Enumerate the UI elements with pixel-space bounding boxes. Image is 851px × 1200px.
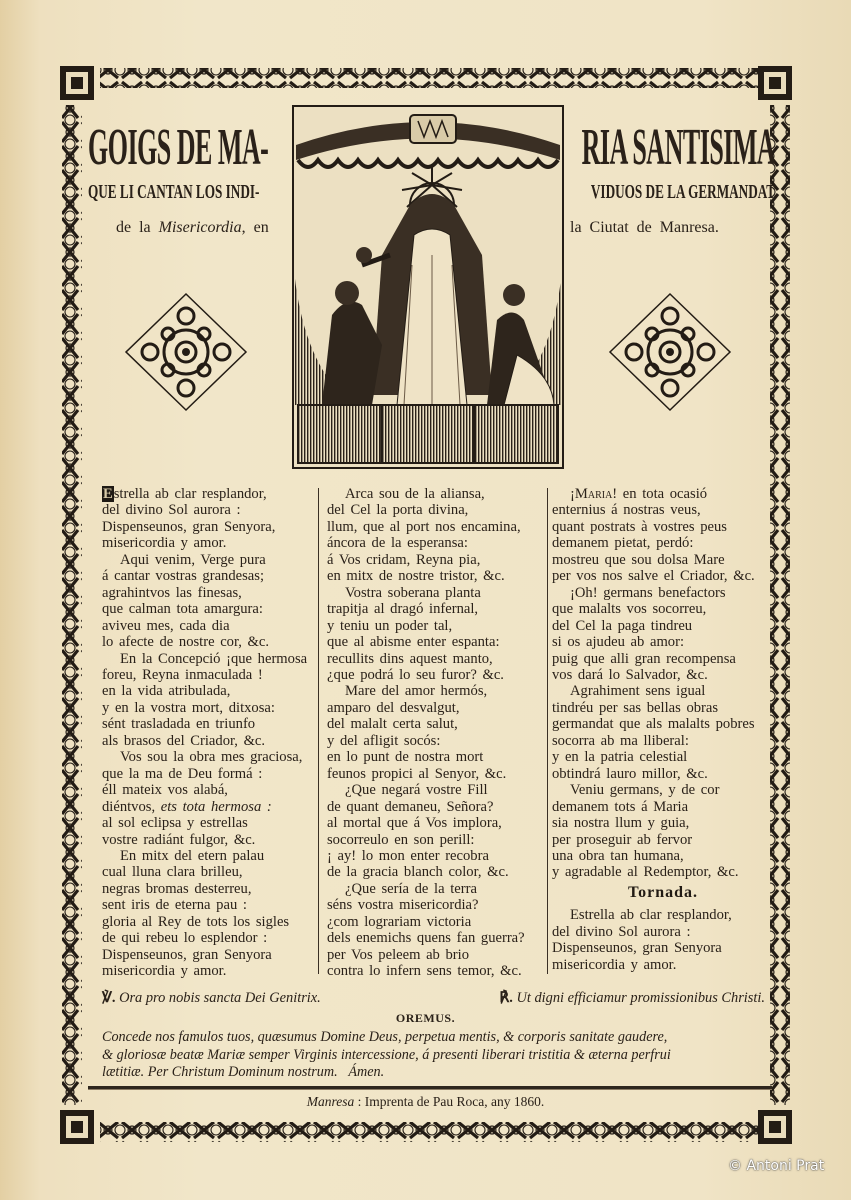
verse-line: áncora de la esperansa:: [327, 535, 468, 552]
stanza: [552, 585, 774, 684]
verse-segment: ! en tota ocasió: [612, 486, 708, 502]
imprint-text: : Imprenta de Pau Roca, any 1860.: [357, 1094, 545, 1109]
verse-line: obtindrá lauro millor, &c.: [552, 765, 708, 782]
verse-line: agrahintvos las finesas,: [102, 584, 242, 601]
verse-line: lo afecte de nostre cor, &c.: [102, 634, 270, 651]
verse-line: Veniu germans, y de cor: [570, 782, 720, 799]
verse-line: que al abisme enter espanta:: [327, 634, 500, 651]
stanza: [552, 683, 774, 782]
verse-line: mostreu que sou dolsa Mare: [552, 551, 725, 568]
verse-line: En la Concepció ¡que hermosa: [120, 650, 308, 667]
verse-line: vos dará lo Salvador, &c.: [552, 666, 708, 683]
verse-line: negras bromas desterreu,: [102, 880, 252, 897]
verse-line: tindréu per sas bellas obras: [552, 699, 719, 716]
oremus-prayer: [102, 1029, 671, 1082]
verse-line: per proseguir ab fervor: [552, 831, 693, 848]
location-prefix: de la: [116, 219, 151, 236]
verse-line: per vos nos salve el Criador, &c.: [552, 568, 755, 585]
verse-line: Vos sou la obra mes graciosa,: [120, 749, 303, 766]
verse-line: als brasos del Criador, &c.: [102, 732, 266, 749]
verse-line: socorreulo en son perill:: [327, 831, 475, 848]
stanza: [102, 486, 307, 552]
verse-line: Dispenseunos, gran Senyora: [552, 940, 722, 957]
verse-segment: ets tota hermosa :: [160, 798, 272, 815]
imprint-rule: [88, 1086, 772, 1090]
verse-text: strella ab clar resplandor,: [113, 486, 267, 502]
verse-line: una obra tan humana,: [552, 847, 684, 864]
verse-line: aviveu mes, cada dia: [102, 617, 230, 634]
verse-line: Estrella ab clar resplandor,: [570, 907, 732, 924]
response-text: Ut digni efficiamur promissionibus Christi.: [516, 990, 765, 1006]
verse-line: trapitja al dragó infernal,: [327, 601, 479, 618]
stanza: [102, 749, 307, 848]
verse-line: del divino Sol aurora :: [552, 923, 691, 940]
verse-line: Dispenseunos, gran Senyora,: [102, 518, 276, 535]
verse-line: ¿Que sería de la terra: [345, 880, 477, 897]
verse-line: misericordia y amor.: [102, 963, 227, 980]
verse-line: amparo del desvalgut,: [327, 699, 460, 716]
verse-line: del Cel la paga tindreu: [552, 617, 693, 634]
verse-line: llum, que al port nos encamina,: [327, 518, 521, 535]
verse-line: si os ajudeu ab amor:: [552, 634, 685, 651]
imprint-place: Manresa: [306, 1094, 355, 1109]
verse-line: demanem pietat, perdó:: [552, 535, 694, 552]
verse-line: Aqui venim, Verge pura: [120, 551, 266, 568]
subtitle-left: QUE LI CANTAN LOS INDI-: [88, 181, 260, 203]
versicle: [102, 990, 321, 1007]
verse-segment: ¡: [570, 486, 575, 502]
verse-line: Vostra soberana planta: [345, 584, 481, 601]
verse-line: ¡ ay! lo mon enter recobra: [327, 847, 489, 864]
location-left: [116, 219, 269, 237]
location-italic: Misericordia: [158, 219, 242, 236]
verse-line: Arca sou de la aliansa,: [345, 486, 485, 502]
verse-line: en mitx de nostre tristor, &c.: [327, 568, 505, 585]
verse-line: sént trasladada en triunfo: [102, 716, 256, 733]
verse-line: del malalt certa salut,: [327, 716, 458, 733]
verse-line: y agradable al Redemptor, &c.: [552, 864, 739, 881]
verse-line: de qui rebeu lo esplendor :: [102, 930, 268, 947]
verse-line: recullits dins aquest manto,: [327, 650, 493, 667]
verse-line: quant postrats à vostres peus: [552, 518, 727, 535]
verse-line: demanem tots á Maria: [552, 798, 689, 815]
verse-line: [552, 486, 774, 502]
prayer-line: & gloriosæ beatæ Mariæ semper Virginis intercessione, á presenti liberari tristitia & æterna perfrui: [102, 1046, 671, 1063]
stanza: [102, 848, 307, 980]
verse-line: y en la patria celestial: [552, 749, 688, 766]
verse-line: en lo punt de nostra mort: [327, 749, 484, 766]
verse-line: á Vos cridam, Reyna pia,: [327, 551, 481, 568]
verse-line: dels enemichs quens fan guerra?: [327, 930, 525, 947]
verse-line: á cantar vostras grandesas;: [102, 568, 265, 585]
verse-line: éll mateix vos alabá,: [102, 782, 228, 799]
stanza: [102, 552, 307, 651]
tornada-stanza: [552, 907, 774, 973]
virgin-mary-woodcut: [292, 105, 564, 469]
verse-column-1: [102, 486, 307, 980]
verse-line: que malalts vos socorreu,: [552, 601, 707, 618]
verse-line: Dispenseunos, gran Senyora: [102, 946, 272, 963]
stanza: [327, 486, 525, 585]
verse-line: del divino Sol aurora :: [102, 502, 241, 519]
title-right: RIA SANTISIMA: [581, 119, 775, 176]
ornament-right-icon: [606, 290, 734, 414]
verse-line: puig que alli gran recompensa: [552, 650, 736, 667]
column-divider: [547, 488, 548, 974]
stanza: [552, 486, 774, 585]
drop-cap: E: [103, 486, 113, 502]
verse-line: ¿com lograriam victoria: [327, 913, 472, 930]
verse-line: enternius á nostras veus,: [552, 502, 701, 519]
response-symbol: ℟.: [499, 990, 513, 1006]
verse-line: [102, 799, 307, 815]
verse-line: en la vida atribulada,: [102, 683, 231, 700]
verse-line: del Cel la porta divina,: [327, 502, 469, 519]
verse-line: vostre radiánt fulgor, &c.: [102, 831, 256, 848]
verse-line: misericordia y amor.: [102, 535, 227, 552]
verse-line: socorra ab ma lliberal:: [552, 732, 689, 749]
verse-line: gloria al Rey de tots los sigles: [102, 913, 290, 930]
stanza: [102, 651, 307, 750]
verse-line: al sol eclipsa y estrellas: [102, 815, 248, 832]
verse-line: de quant demaneu, Señora?: [327, 798, 494, 815]
versicle-text: Ora pro nobis sancta Dei Genitrix.: [119, 990, 321, 1006]
oremus-heading: OREMUS.: [395, 1011, 456, 1025]
subtitle-right: VIDUOS DE LA GERMANDAT: [590, 181, 775, 203]
verse-line: ¿Que negará vostre Fill: [345, 782, 488, 799]
verse-line: séns vostra misericordia?: [327, 897, 479, 914]
verse-segment: Maria: [574, 486, 613, 502]
column-divider: [318, 488, 319, 974]
verse-line: Agrahiment sens igual: [570, 683, 706, 700]
verse-line: al mortal que á Vos implora,: [327, 815, 502, 832]
ornament-left-icon: [122, 290, 250, 414]
verse-line: germandat que als malalts pobres: [552, 716, 755, 733]
verse-line: y teniu un poder tal,: [327, 617, 453, 634]
verse-line: misericordia y amor.: [552, 956, 677, 973]
verse-line: que la ma de Deu formá :: [102, 765, 263, 782]
verse-column-3: [552, 486, 774, 973]
stanza: [327, 881, 525, 980]
tornada-heading: Tornada.: [627, 883, 699, 901]
location-suffix: , en: [241, 219, 269, 236]
verse-line: per Vos peleem ab brio: [327, 946, 470, 963]
verse-line: ¡Oh! germans benefactors: [570, 584, 726, 601]
copyright-watermark: © Antoni Prat: [728, 1158, 825, 1174]
verse-line: de la gracia blanch color, &c.: [327, 864, 509, 881]
verse-segment: diéntvos,: [102, 798, 161, 815]
verse-line: sent iris de eterna pau :: [102, 897, 247, 914]
verse-line: que calman tota amargura:: [102, 601, 263, 618]
verse-line: En mitx del etern palau: [120, 847, 265, 864]
verse-line: y del afligit socós:: [327, 732, 441, 749]
verse-line: cual lluna clara brilleu,: [102, 864, 243, 881]
verse-line: sia nostra llum y guia,: [552, 815, 690, 832]
verse-line: foreu, Reyna inmaculada !: [102, 666, 263, 683]
verse-line: ¿que podrá lo seu furor? &c.: [327, 666, 504, 683]
location-right: la Ciutat de Manresa.: [570, 219, 719, 236]
title-left: GOIGS DE MA-: [88, 119, 269, 176]
verse-line: contra lo infern sens temor, &c.: [327, 963, 522, 980]
verse-line: Mare del amor hermós,: [345, 683, 488, 700]
verse-line: y en la vostra mort, ditxosa:: [102, 699, 275, 716]
verse-line: [102, 486, 307, 502]
prayer-line: Concede nos famulos tuos, quæsumus Domine Deus, perpetua mentis, & corporis sanitate gaudere,: [102, 1029, 668, 1045]
versicle-symbol: ℣.: [102, 990, 116, 1006]
stanza: [552, 782, 774, 881]
prayer-line: lætitiæ. Per Christum Dominum nostrum. Ámen.: [102, 1064, 385, 1080]
stanza: [327, 782, 525, 881]
response: [499, 990, 765, 1007]
stanza: [327, 683, 525, 782]
verse-column-2: [327, 486, 525, 980]
imprint: [0, 1094, 851, 1110]
stanza: [327, 585, 525, 684]
verse-line: feunos propici al Senyor, &c.: [327, 765, 507, 782]
